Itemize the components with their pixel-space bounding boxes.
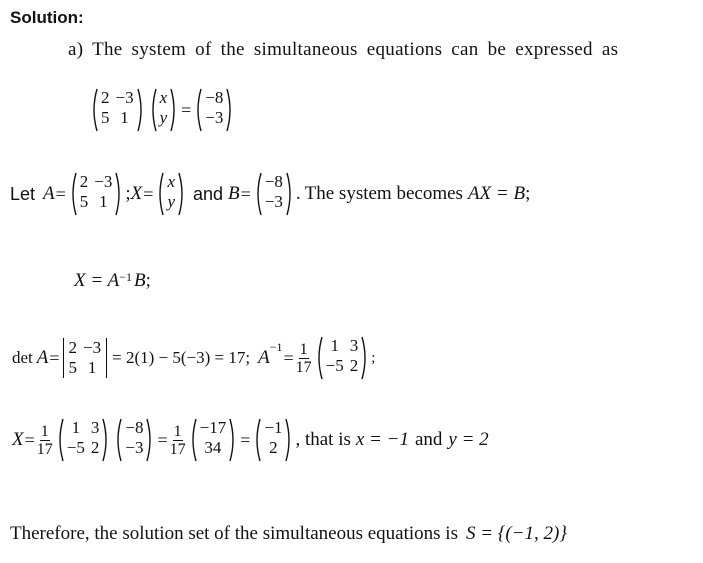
solve-equation-line: X = A $^{-1}$ B ;	[74, 270, 151, 291]
matrix-a: 2 −3 5 1	[69, 172, 124, 216]
result-vector: −1 2	[253, 418, 293, 462]
rhs-vector: −8 −3	[194, 88, 234, 132]
inverse-fraction: $\frac{1}{17}$	[295, 340, 312, 376]
let-definitions-line: Let A = 2 −3 5 1 ; X = x y and B = −8 −3 . The system becomes AX = B ;	[10, 172, 530, 216]
determinant-inverse-line: det A = 2 −3 5 1 = 2(1) − 5(−3) = 17; A $^{-1}$ = $\frac{1}{17}$ 1 3 −5 2 ;	[12, 336, 375, 380]
intro-text: a) The system of the simultaneous equations can be expressed as	[68, 39, 619, 60]
variable-vector: x y	[149, 88, 179, 132]
solution-heading: Solution:	[10, 8, 84, 27]
vector-x: x y	[156, 172, 186, 216]
determinant-matrix: 2 −3 5 1	[63, 338, 108, 378]
system-matrix-equation: 2 −3 5 1 x y = −8 −3	[88, 88, 236, 132]
solution-computation-line: X = $\frac{1}{17}$ 1 3 −5 2 −8 −3 = $\frac{1}{17}$ −17 34 = −1 2 , that is x = −1 and y = 2	[12, 418, 489, 462]
vector-b: −8 −3	[254, 172, 294, 216]
fraction-one-seventeenth-2: $\frac{1}{17}$	[169, 422, 186, 458]
adjugate-matrix: 1 3 −5 2	[315, 336, 370, 380]
adjugate-matrix-2: 1 3 −5 2	[56, 418, 111, 462]
fraction-one-seventeenth: $\frac{1}{17}$	[36, 422, 53, 458]
product-vector: −17 34	[189, 418, 238, 462]
vector-b-2: −8 −3	[114, 418, 154, 462]
coefficient-matrix: 2 −3 5 1	[90, 88, 145, 132]
conclusion-line: Therefore, the solution set of the simultaneous equations is S = {(−1, 2)}	[10, 523, 567, 544]
